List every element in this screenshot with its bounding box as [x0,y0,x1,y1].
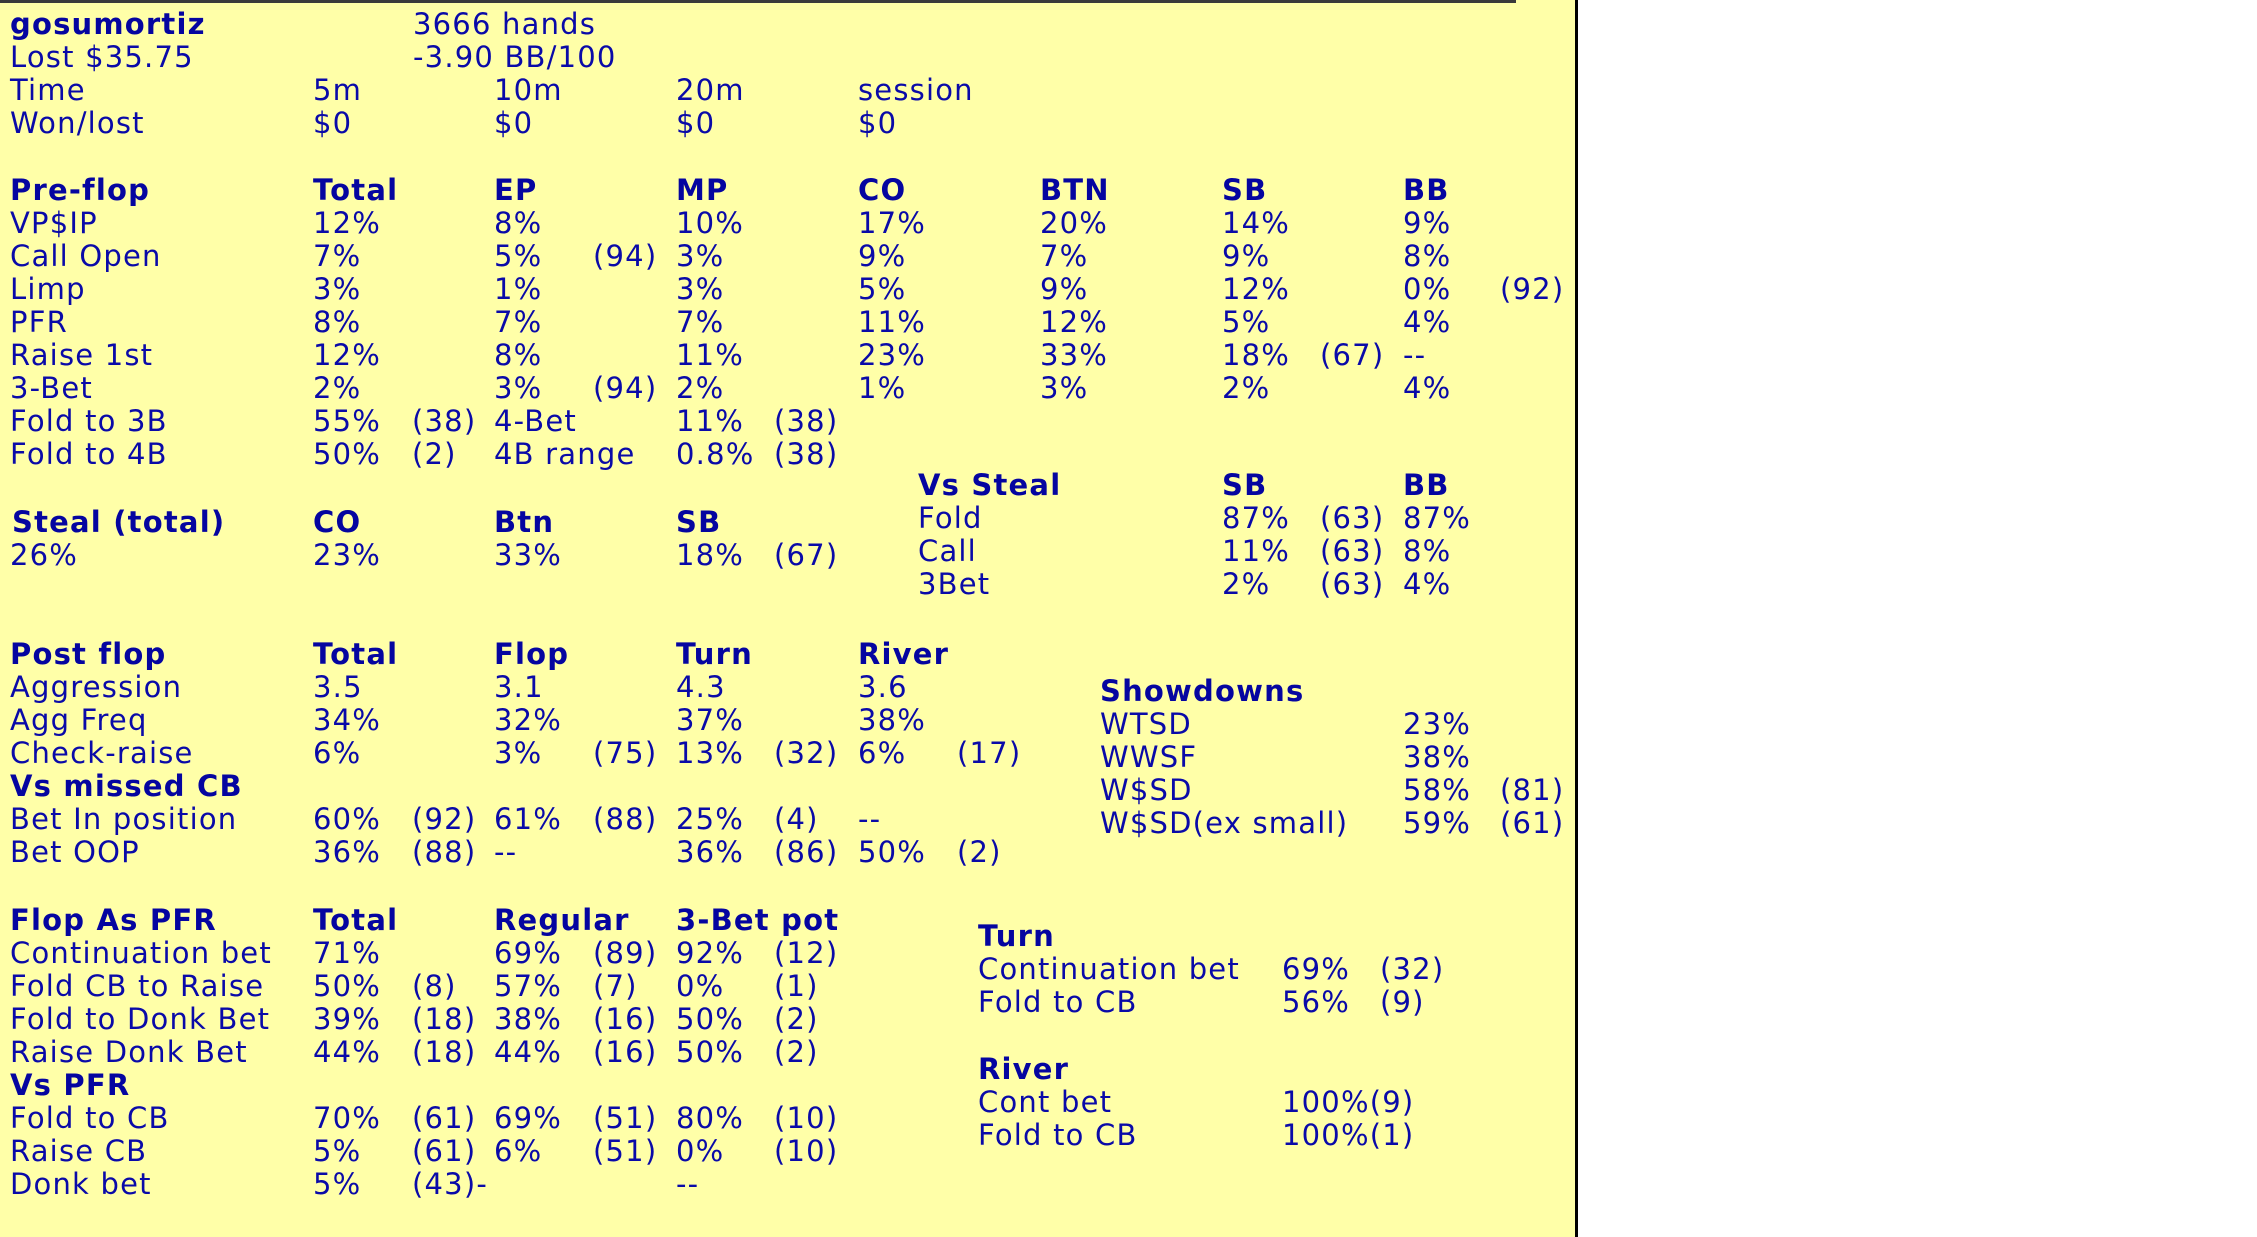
check-raise-turn: 13% [676,736,745,770]
flop-pfr-row-total: 71% [313,936,382,970]
preflop-cell-co: 9% [858,239,907,273]
flop-pfr-row-regular: 69% [494,936,563,970]
river-fold-cb-label: Fold to CB [978,1118,1138,1152]
vs-steal-bb-value: 8% [1403,534,1452,568]
hands-count: 3666 hands [413,7,597,41]
preflop-cell-co: 1% [858,371,907,405]
vs-steal-sb-count: (63) [1320,534,1385,568]
time-20m: 20m [676,73,745,107]
bet-oop-total-count: (88) [412,835,477,869]
bet-ip-flop: 61% [494,802,563,836]
flop-pfr-row-regular-count: (7) [593,969,638,1003]
preflop-cell-ep: 5% [494,239,543,273]
preflop-cell-btn: 7% [1040,239,1089,273]
preflop-header-ep: EP [494,173,538,207]
preflop-cell-bb: 0% [1403,272,1452,306]
wonlost-10m: $0 [494,106,534,140]
preflop-cell-total: 12% [313,338,382,372]
fold-to-3b-count: (38) [412,404,477,438]
bet-ip-turn: 25% [676,802,745,836]
flop-pfr-row-regular: 38% [494,1002,563,1036]
preflop-cell-btn: 3% [1040,371,1089,405]
vs-steal-row-label: 3Bet [918,567,991,601]
preflop-header-co: CO [858,173,907,207]
vs-steal-sb-count: (63) [1320,501,1385,535]
flop-pfr-row-total-count: (18) [412,1002,477,1036]
time-label: Time [10,73,86,107]
wonlost-session: $0 [858,106,898,140]
vs-pfr-row-total-count: (43)- [412,1167,488,1201]
vs-steal-row-label: Fold [918,501,983,535]
showdown-value: 23% [1403,707,1472,741]
flop-pfr-row-3bet-count: (2) [774,1002,819,1036]
bb-per-100: -3.90 BB/100 [413,40,617,74]
bet-oop-turn: 36% [676,835,745,869]
bet-oop-label: Bet OOP [10,835,140,869]
preflop-header-mp: MP [676,173,729,207]
fold-to-3b-value: 55% [313,404,382,438]
flop-pfr-row-label: Fold to Donk Bet [10,1002,271,1036]
preflop-cell-bb: 8% [1403,239,1452,273]
preflop-cell-ep: 3% [494,371,543,405]
preflop-header-btn: BTN [1040,173,1110,207]
showdowns-title: Showdowns [1100,674,1305,708]
flop-pfr-row-regular-count: (16) [593,1002,658,1036]
preflop-row-label: Call Open [10,239,162,273]
preflop-cell-ep-count: (94) [593,371,658,405]
check-raise-turn-count: (32) [774,736,839,770]
postflop-header-total: Total [313,637,399,671]
vs-steal-bb-header: BB [1403,468,1450,502]
preflop-cell-bb: 4% [1403,305,1452,339]
flop-pfr-row-label: Continuation bet [10,936,272,970]
bet-oop-river-count: (2) [957,835,1002,869]
flop-pfr-row-3bet-count: (12) [774,936,839,970]
vs-steal-bb-value: 4% [1403,567,1452,601]
vs-pfr-row-3bet: 80% [676,1101,745,1135]
flop-pfr-row-total: 50% [313,969,382,1003]
preflop-row-label: 3-Bet [10,371,93,405]
vs-pfr-row-3bet: -- [676,1167,700,1201]
fold-to-4b-label: Fold to 4B [10,437,168,471]
vs-pfr-header: Vs PFR [10,1068,131,1102]
steal-sb-value: 18% [676,538,745,572]
flop-pfr-header-total: Total [313,903,399,937]
preflop-cell-bb: 4% [1403,371,1452,405]
preflop-cell-bb: 9% [1403,206,1452,240]
time-session: session [858,73,974,107]
preflop-row-label: VP$IP [10,206,98,240]
turn-cbet-label: Continuation bet [978,952,1240,986]
flop-pfr-row-label: Raise Donk Bet [10,1035,248,1069]
preflop-cell-bb: -- [1403,338,1427,372]
showdown-label: W$SD(ex small) [1100,806,1349,840]
vs-steal-sb-value: 87% [1222,501,1291,535]
check-raise-flop-count: (75) [593,736,658,770]
preflop-row-label: Raise 1st [10,338,154,372]
preflop-header-sb: SB [1222,173,1268,207]
steal-co-header: CO [313,505,362,539]
preflop-header-bb: BB [1403,173,1450,207]
bet-oop-flop: -- [494,835,518,869]
check-raise-label: Check-raise [10,736,194,770]
showdown-value: 38% [1403,740,1472,774]
postflop-header-turn: Turn [676,637,753,671]
turn-fold-cb-label: Fold to CB [978,985,1138,1019]
steal-sb-header: SB [676,505,722,539]
four-bet-label: 4-Bet [494,404,577,438]
bet-in-position-label: Bet In position [10,802,238,836]
fold-to-4b-count: (2) [412,437,457,471]
preflop-cell-btn: 20% [1040,206,1109,240]
flop-pfr-row-total: 39% [313,1002,382,1036]
steal-co-value: 23% [313,538,382,572]
river-cont-bet-label: Cont bet [978,1085,1113,1119]
postflop-header-flop: Flop [494,637,570,671]
aggression-river: 3.6 [858,670,908,704]
time-10m: 10m [494,73,563,107]
preflop-header: Pre-flop [10,173,151,207]
agg-freq-label: Agg Freq [10,703,148,737]
flop-pfr-row-3bet: 0% [676,969,725,1003]
vs-pfr-row-regular: 69% [494,1101,563,1135]
bet-ip-flop-count: (88) [593,802,658,836]
turn-cbet-count: (32) [1380,952,1445,986]
preflop-cell-ep: 7% [494,305,543,339]
vs-steal-sb-count: (63) [1320,567,1385,601]
preflop-cell-sb: 18% [1222,338,1291,372]
fold-to-4b-value: 50% [313,437,382,471]
river-cont-bet-value: 100%(9) [1282,1085,1415,1119]
preflop-cell-sb-count: (67) [1320,338,1385,372]
flop-pfr-row-total: 44% [313,1035,382,1069]
vs-pfr-row-total: 70% [313,1101,382,1135]
steal-btn-value: 33% [494,538,563,572]
flop-pfr-header-regular: Regular [494,903,630,937]
flop-pfr-row-regular-count: (89) [593,936,658,970]
vs-pfr-row-label: Fold to CB [10,1101,170,1135]
four-bet-count: (38) [774,404,839,438]
turn-cbet-value: 69% [1282,952,1351,986]
turn-title: Turn [978,919,1055,953]
vs-pfr-row-regular-count: (51) [593,1134,658,1168]
check-raise-river: 6% [858,736,907,770]
river-fold-cb-value: 100%(1) [1282,1118,1415,1152]
preflop-cell-ep-count: (94) [593,239,658,273]
vs-pfr-row-label: Raise CB [10,1134,148,1168]
turn-fold-cb-value: 56% [1282,985,1351,1019]
four-bet-range-label: 4B range [494,437,636,471]
preflop-cell-sb: 14% [1222,206,1291,240]
flop-pfr-row-regular-count: (16) [593,1035,658,1069]
flop-pfr-row-total-count: (8) [412,969,457,1003]
preflop-cell-co: 23% [858,338,927,372]
time-5m: 5m [313,73,363,107]
bet-oop-river: 50% [858,835,927,869]
flop-pfr-row-regular: 44% [494,1035,563,1069]
preflop-cell-total: 2% [313,371,362,405]
preflop-cell-sb: 2% [1222,371,1271,405]
check-raise-total: 6% [313,736,362,770]
flop-pfr-row-3bet-count: (2) [774,1035,819,1069]
showdown-label: WWSF [1100,740,1198,774]
agg-freq-flop: 32% [494,703,563,737]
vs-pfr-row-3bet-count: (10) [774,1101,839,1135]
steal-total-header: Steal (total) [12,505,226,539]
preflop-cell-co: 17% [858,206,927,240]
showdown-label: W$SD [1100,773,1193,807]
top-border [0,0,1578,3]
preflop-cell-total: 3% [313,272,362,306]
wonlost-5m: $0 [313,106,353,140]
vs-pfr-row-label: Donk bet [10,1167,152,1201]
vs-pfr-row-total-count: (61) [412,1134,477,1168]
preflop-cell-ep: 8% [494,338,543,372]
showdown-count: (61) [1500,806,1565,840]
vs-steal-sb-value: 11% [1222,534,1291,568]
preflop-cell-ep: 8% [494,206,543,240]
flop-pfr-header-3bet-pot: 3-Bet pot [676,903,840,937]
flop-pfr-row-3bet: 50% [676,1035,745,1069]
preflop-cell-mp: 3% [676,239,725,273]
flop-pfr-row-3bet: 92% [676,936,745,970]
aggression-label: Aggression [10,670,183,704]
bet-oop-turn-count: (86) [774,835,839,869]
four-bet-range-value: 0.8% [676,437,755,471]
bet-ip-turn-count: (4) [774,802,819,836]
preflop-cell-btn: 9% [1040,272,1089,306]
steal-total-value: 26% [10,538,79,572]
agg-freq-river: 38% [858,703,927,737]
postflop-header: Post flop [10,637,167,671]
preflop-cell-mp: 7% [676,305,725,339]
showdown-count: (81) [1500,773,1565,807]
preflop-row-label: Limp [10,272,86,306]
turn-fold-cb-count: (9) [1380,985,1425,1019]
aggression-turn: 4.3 [676,670,726,704]
top-border-gap [1516,0,1578,3]
wonlost-label: Won/lost [10,106,145,140]
bet-ip-river: -- [858,802,882,836]
river-title: River [978,1052,1070,1086]
agg-freq-turn: 37% [676,703,745,737]
preflop-cell-sb: 9% [1222,239,1271,273]
preflop-cell-btn: 33% [1040,338,1109,372]
check-raise-flop: 3% [494,736,543,770]
vs-pfr-row-3bet-count: (10) [774,1134,839,1168]
preflop-cell-btn: 12% [1040,305,1109,339]
preflop-cell-total: 12% [313,206,382,240]
flop-pfr-row-total-count: (18) [412,1035,477,1069]
flop-pfr-row-3bet: 50% [676,1002,745,1036]
four-bet-range-count: (38) [774,437,839,471]
preflop-cell-co: 11% [858,305,927,339]
player-name: gosumortiz [10,7,206,41]
showdown-label: WTSD [1100,707,1192,741]
preflop-cell-mp: 10% [676,206,745,240]
preflop-cell-sb: 12% [1222,272,1291,306]
preflop-row-label: PFR [10,305,68,339]
flop-pfr-row-3bet-count: (1) [774,969,819,1003]
vs-pfr-row-total-count: (61) [412,1101,477,1135]
showdown-value: 59% [1403,806,1472,840]
aggression-total: 3.5 [313,670,363,704]
vs-pfr-row-regular-count: (51) [593,1101,658,1135]
flop-pfr-row-regular: 57% [494,969,563,1003]
vs-pfr-row-total: 5% [313,1134,362,1168]
vs-pfr-row-3bet: 0% [676,1134,725,1168]
vs-steal-bb-value: 87% [1403,501,1472,535]
flop-pfr-row-label: Fold CB to Raise [10,969,265,1003]
flop-pfr-header: Flop As PFR [10,903,217,937]
four-bet-value: 11% [676,404,745,438]
lost-amount: Lost $35.75 [10,40,194,74]
preflop-cell-mp: 2% [676,371,725,405]
preflop-cell-co: 5% [858,272,907,306]
fold-to-3b-label: Fold to 3B [10,404,168,438]
preflop-cell-total: 7% [313,239,362,273]
steal-sb-count: (67) [774,538,839,572]
bet-ip-total-count: (92) [412,802,477,836]
preflop-cell-total: 8% [313,305,362,339]
bet-ip-total: 60% [313,802,382,836]
aggression-flop: 3.1 [494,670,544,704]
preflop-header-total: Total [313,173,399,207]
vs-steal-sb-header: SB [1222,468,1268,502]
steal-btn-header: Btn [494,505,555,539]
agg-freq-total: 34% [313,703,382,737]
check-raise-river-count: (17) [957,736,1022,770]
showdown-value: 58% [1403,773,1472,807]
postflop-header-river: River [858,637,950,671]
vs-pfr-row-regular: 6% [494,1134,543,1168]
vs-pfr-row-total: 5% [313,1167,362,1201]
vs-steal-sb-value: 2% [1222,567,1271,601]
preflop-cell-bb-count: (92) [1500,272,1565,306]
bet-oop-total: 36% [313,835,382,869]
vs-steal-row-label: Call [918,534,977,568]
preflop-cell-sb: 5% [1222,305,1271,339]
vs-missed-cb-header: Vs missed CB [10,769,243,803]
preflop-cell-ep: 1% [494,272,543,306]
wonlost-20m: $0 [676,106,716,140]
preflop-cell-mp: 11% [676,338,745,372]
vs-steal-title: Vs Steal [918,468,1062,502]
preflop-cell-mp: 3% [676,272,725,306]
